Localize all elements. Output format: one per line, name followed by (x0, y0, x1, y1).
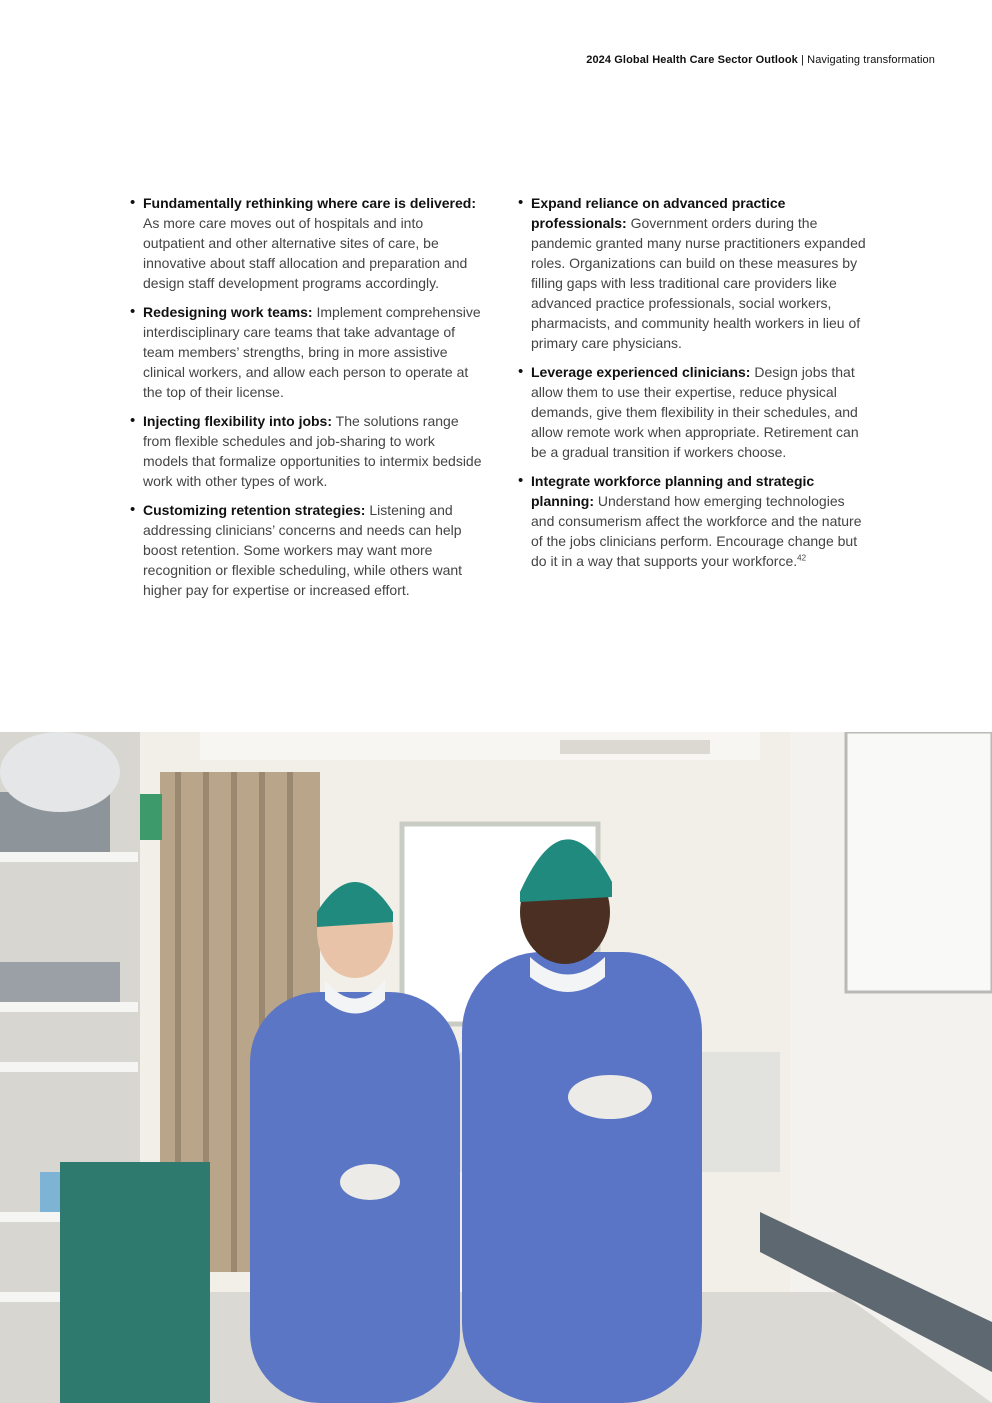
footnote-ref: 42 (797, 553, 807, 563)
header-separator: | (797, 54, 808, 66)
list-item (518, 193, 870, 353)
bullet-text: Government orders during the pandemic granted many nurse practitioners expanded roles. Organizations can build on these measures by filling gaps with less traditional care providers like advanced practice professionals, social workers, pharmacists, and community health workers in lieu of primary care physicians. (531, 215, 866, 351)
right-column (518, 193, 870, 609)
list-item (130, 193, 482, 293)
hospital-photo (0, 732, 992, 1403)
bullet-text: The solutions range from flexible schedules and job-sharing to work models that formalize opportunities to intermix bedside work with other types of work. (143, 413, 482, 489)
body-columns (130, 193, 870, 609)
section-title: Navigating transformation (807, 54, 935, 66)
bullet-text: Understand how emerging technologies and consumerism affect the workforce and the nature of the jobs clinicians perform. Encourage change but do it in a way that supports your workforce. (531, 493, 862, 569)
bullet-text: Implement comprehensive interdisciplinary care teams that take advantage of team members’ strengths, bring in more assistive clinical workers, and allow each person to operate at the top of their license. (143, 304, 481, 400)
list-item (518, 471, 870, 571)
list-item (130, 302, 482, 402)
bullet-lead: Redesigning work teams: (143, 304, 313, 320)
bullet-lead: Integrate workforce planning and strategic planning: (531, 473, 815, 509)
bullet-text: As more care moves out of hospitals and into outpatient and other alternative sites of care, be innovative about staff allocation and preparation and design staff development programs accordingly. (143, 215, 468, 291)
bullet-lead: Fundamentally rethinking where care is delivered: (143, 195, 476, 211)
bullet-text: Listening and addressing clinicians’ concerns and needs can help boost retention. Some workers may want more recognition or flexible scheduling, while others want higher pay for expertise or increased effort. (143, 502, 463, 598)
running-header (586, 54, 935, 66)
bullet-text: Design jobs that allow them to use their expertise, reduce physical demands, give them flexibility in their schedules, and allow remote work when appropriate. Retirement can be a gradual transition if workers choose. (531, 364, 859, 460)
left-column (130, 193, 482, 609)
bullet-lead: Expand reliance on advanced practice professionals: (531, 195, 786, 231)
bullet-lead: Customizing retention strategies: (143, 502, 366, 518)
list-item (518, 362, 870, 462)
list-item (130, 411, 482, 491)
right-bullet-list (518, 193, 870, 571)
left-bullet-list (130, 193, 482, 600)
report-title: 2024 Global Health Care Sector Outlook (586, 54, 798, 66)
bullet-lead: Injecting flexibility into jobs: (143, 413, 333, 429)
clinicians-illustration (0, 732, 992, 1403)
bullet-lead: Leverage experienced clinicians: (531, 364, 751, 380)
list-item (130, 500, 482, 600)
